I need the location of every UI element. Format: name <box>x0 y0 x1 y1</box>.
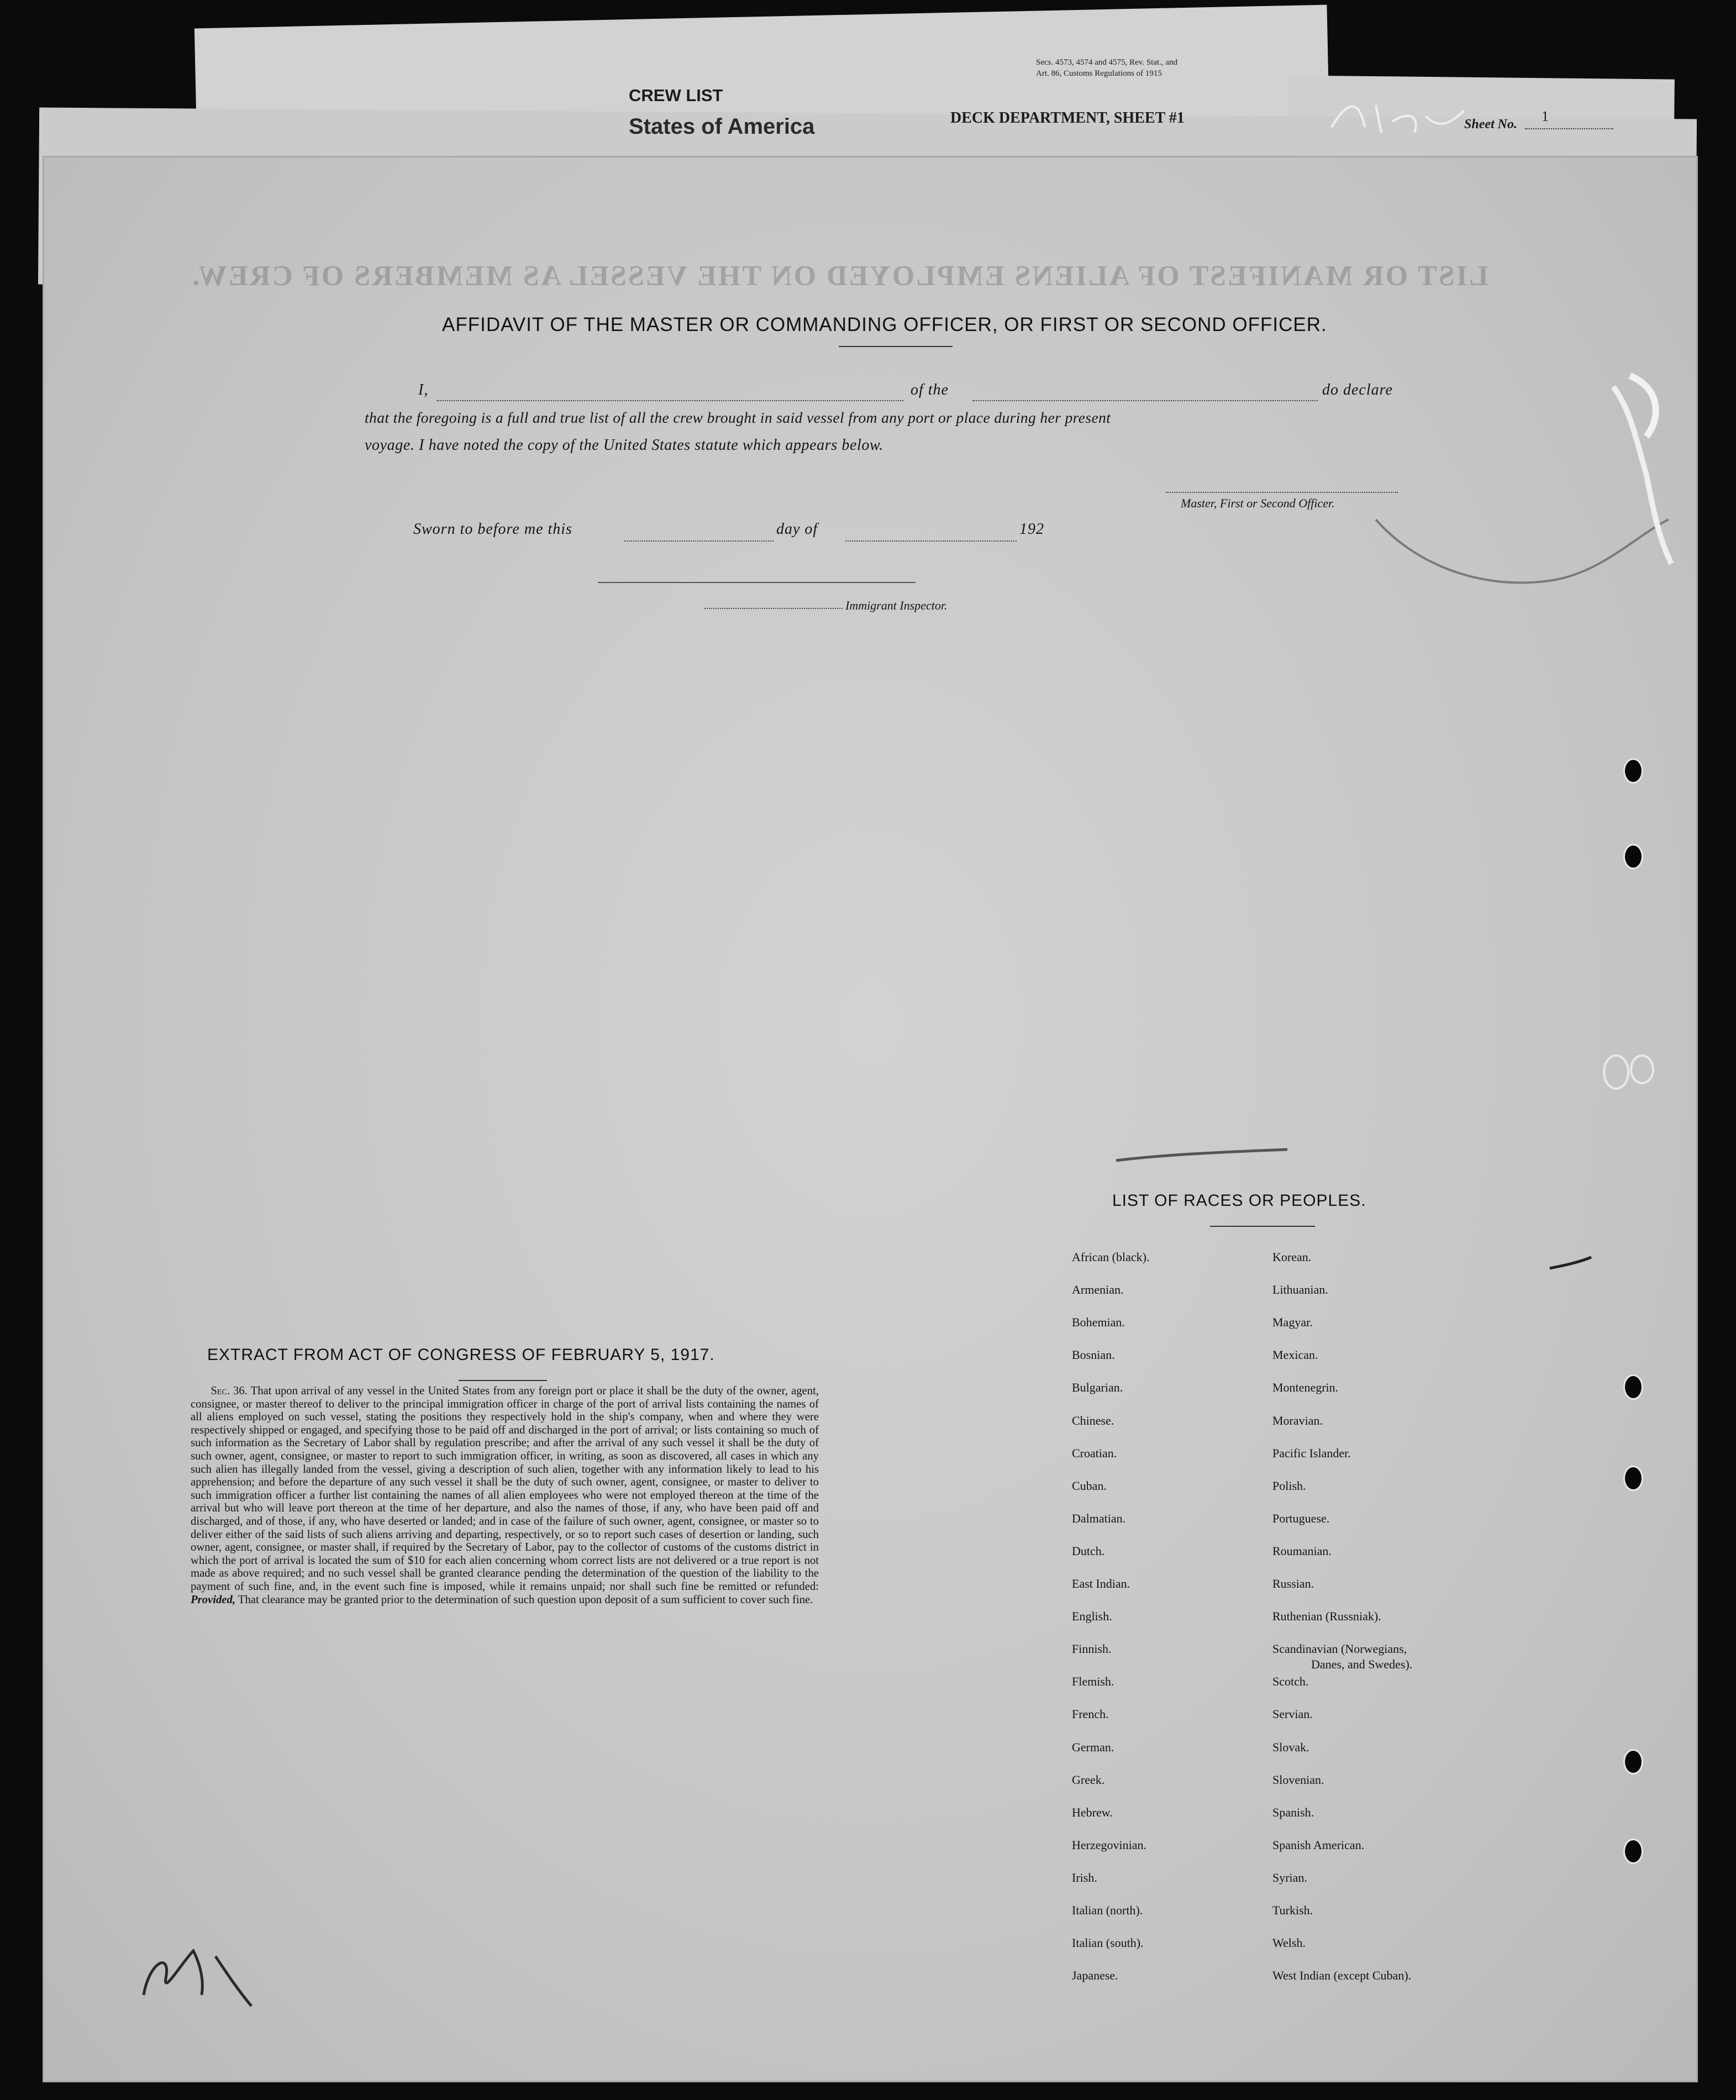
races-title-rule <box>1210 1226 1315 1227</box>
race-item: Servian. <box>1272 1707 1313 1721</box>
immigrant-inspector-label: Immigrant Inspector. <box>845 599 948 612</box>
department-label: DECK DEPARTMENT, SHEET #1 <box>950 109 1185 127</box>
race-item: Lithuanian. <box>1272 1283 1328 1297</box>
race-item: Italian (north). <box>1072 1903 1143 1917</box>
master-signature-line <box>1166 492 1398 493</box>
race-item: Roumanian. <box>1272 1544 1332 1558</box>
race-item: East Indian. <box>1072 1577 1130 1590</box>
country-text: States of America <box>629 114 815 139</box>
race-item: Turkish. <box>1272 1903 1313 1917</box>
race-item: English. <box>1072 1609 1112 1624</box>
torn-corner-mark <box>1370 354 1680 663</box>
race-item: Irish. <box>1072 1870 1097 1884</box>
handwritten-mark-bottom-left <box>133 1929 265 2012</box>
section-label: Sec. 36. <box>211 1385 248 1397</box>
race-item: Slovak. <box>1272 1740 1309 1754</box>
master-name-line <box>436 400 903 401</box>
handwritten-circle-mark <box>1597 1050 1663 1094</box>
affidavit-title: AFFIDAVIT OF THE MASTER OR COMMANDING OFFICER, OR FIRST OR SECOND OFFICER. <box>442 314 1327 335</box>
race-item: Slovenian. <box>1272 1772 1324 1787</box>
race-item: Italian (south). <box>1072 1936 1144 1950</box>
race-item: Moravian. <box>1272 1413 1323 1427</box>
sheet-number-value: 1 <box>1542 108 1549 124</box>
race-item: Montenegrin. <box>1272 1380 1339 1395</box>
race-item: Pacific Islander. <box>1272 1446 1351 1460</box>
race-item: German. <box>1072 1740 1114 1754</box>
punch-hole <box>1623 1374 1643 1400</box>
bleed-through-heading: LIST OR MANIFEST OF ALIENS EMPLOYED ON THE VESSEL AS MEMBERS OF CREW. <box>191 260 1488 292</box>
race-item: Portuguese. <box>1272 1511 1330 1525</box>
race-item: Magyar. <box>1272 1315 1313 1330</box>
punch-hole <box>1623 1839 1643 1864</box>
sworn-day-line <box>624 540 774 542</box>
sworn-year-label: 192 <box>1019 521 1044 538</box>
race-item: Chinese. <box>1072 1413 1114 1427</box>
crew-list-title: CREW LIST <box>629 86 723 105</box>
race-item: West Indian (except Cuban). <box>1272 1968 1412 1983</box>
race-item: Bohemian. <box>1072 1315 1125 1330</box>
race-item: Welsh. <box>1272 1936 1306 1950</box>
race-item: Spanish. <box>1272 1805 1314 1819</box>
sheet-number-label: Sheet No. <box>1464 117 1517 132</box>
race-item: Syrian. <box>1272 1870 1307 1884</box>
race-item: Dalmatian. <box>1072 1511 1126 1525</box>
vessel-name-line <box>972 400 1318 401</box>
statute-body-part2: That clearance may be granted prior to the determination of such question upon deposit of a sum sufficient to cover such fine. <box>238 1593 813 1606</box>
statute-reference-line: Secs. 4573, 4574 and 4575, Rev. Stat., and <box>1036 58 1178 67</box>
race-item: Korean. <box>1272 1250 1312 1264</box>
race-item: Polish. <box>1272 1478 1306 1493</box>
race-item: Mexican. <box>1272 1348 1318 1362</box>
extract-title-rule <box>459 1380 547 1381</box>
extract-title: EXTRACT FROM ACT OF CONGRESS OF FEBRUARY 5, 1917. <box>207 1346 715 1364</box>
sworn-day-of-label: day of <box>776 521 818 538</box>
master-signature-label: Master, First or Second Officer. <box>1181 496 1335 510</box>
race-item: Spanish American. <box>1272 1838 1365 1852</box>
sheet-number-line <box>1525 128 1613 129</box>
pencil-stroke-mark <box>1105 1138 1304 1172</box>
race-item: Scotch. <box>1272 1674 1309 1689</box>
statute-body-part1: That upon arrival of any vessel in the United States from any foreign port or place it shall be the duty of the owner, agent, consignee, or master thereof to deliver to the principal immigration officer in charge of the port of arrival lists containing the names of all aliens employed on such vessel, stating the positions they respectively hold in the ship's company, when and where they were respectively shipped or engaged, and specifying those to be paid off and discharged in the port of arrival; or lists containing so much of such information as the Secretary of Labor shall by regulation prescribe; and after the arrival of any such vessel it shall be the duty of such owner, agent, consignee, or master to report to such immigration officer, in writing, as soon as discovered, all cases in which any such alien has illegally landed from the vessel, giving a description of such alien, together with any information likely to lead to his apprehension; and before the departure of any such vessel it shall be the duty of such owner, agent, consignee, or master to deliver to such immigration officer a further list containing the names of all alien employees who were not employed thereon at the time of the arrival but who will leave port thereon at the time of her departure, and also the names of those, if any, who have been paid off and discharged, and of those, if any, who have deserted or landed; and in case of the failure of such owner, agent, consignee, or master so to deliver either of the said lists of such aliens arriving and departing, respectively, or so to report such cases of desertion or landing, such owner, agent, consignee, or master shall, if required by the Secretary of Labor, pay to the collector of customs of the customs district in which the port of arrival is located the sum of $10 for each alien concerning whom correct lists are not delivered or a true report is not made as above required; and no such vessel shall be granted clearance pending the determination of the question of the liability to the payment of such fine, and, in the event such fine is imposed, while it remains unpaid; nor shall such fine be remitted or refunded: <box>191 1385 819 1593</box>
race-item: African (black). <box>1072 1250 1150 1264</box>
race-item: Bulgarian. <box>1072 1380 1123 1395</box>
race-item: Japanese. <box>1072 1968 1118 1983</box>
race-item: Ruthenian (Russniak). <box>1272 1609 1381 1624</box>
affidavit-declare-label: do declare <box>1322 381 1393 398</box>
affidavit-statute-line: voyage. I have noted the copy of the United States statute which appears below. <box>365 437 883 454</box>
inspector-name-line <box>704 608 843 609</box>
races-title: LIST OF RACES OR PEOPLES. <box>1112 1191 1366 1210</box>
race-item: Greek. <box>1072 1772 1105 1787</box>
sworn-month-line <box>845 540 1017 542</box>
race-item: Bosnian. <box>1072 1348 1115 1362</box>
punch-hole <box>1623 1749 1643 1775</box>
race-item: Cuban. <box>1072 1478 1107 1493</box>
race-item: Hebrew. <box>1072 1805 1113 1819</box>
race-item: Scandinavian (Norwegians, <box>1272 1642 1407 1656</box>
punch-hole <box>1623 758 1643 784</box>
inspector-signature-rule <box>598 582 916 583</box>
race-item: Dutch. <box>1072 1544 1105 1558</box>
race-item: Croatian. <box>1072 1446 1117 1460</box>
pencil-tick-mark <box>1547 1254 1597 1277</box>
affidavit-i-label: I, <box>418 381 429 398</box>
statute-extract-text <box>191 1385 819 1607</box>
affidavit-title-rule <box>839 346 953 347</box>
affidavit-statement-line: that the foregoing is a full and true list of all the crew brought in said vessel from any port or place during her present <box>365 409 1111 426</box>
race-item: Flemish. <box>1072 1674 1114 1689</box>
race-item: French. <box>1072 1707 1109 1721</box>
affidavit-of-the-label: of the <box>911 381 949 398</box>
race-item: Finnish. <box>1072 1642 1112 1656</box>
statute-reference-line: Art. 86, Customs Regulations of 1915 <box>1036 69 1162 78</box>
race-item: Herzegovinian. <box>1072 1838 1146 1852</box>
race-item: Armenian. <box>1072 1283 1124 1297</box>
punch-hole <box>1623 1466 1643 1491</box>
top-right-handwriting <box>1326 94 1470 144</box>
statute-reference <box>1036 57 1274 79</box>
race-item: Danes, and Swedes). <box>1311 1657 1413 1672</box>
punch-hole <box>1623 844 1643 869</box>
provided-word: Provided, <box>191 1593 236 1606</box>
race-item: Russian. <box>1272 1577 1314 1590</box>
sworn-before-label: Sworn to before me this <box>413 521 572 538</box>
